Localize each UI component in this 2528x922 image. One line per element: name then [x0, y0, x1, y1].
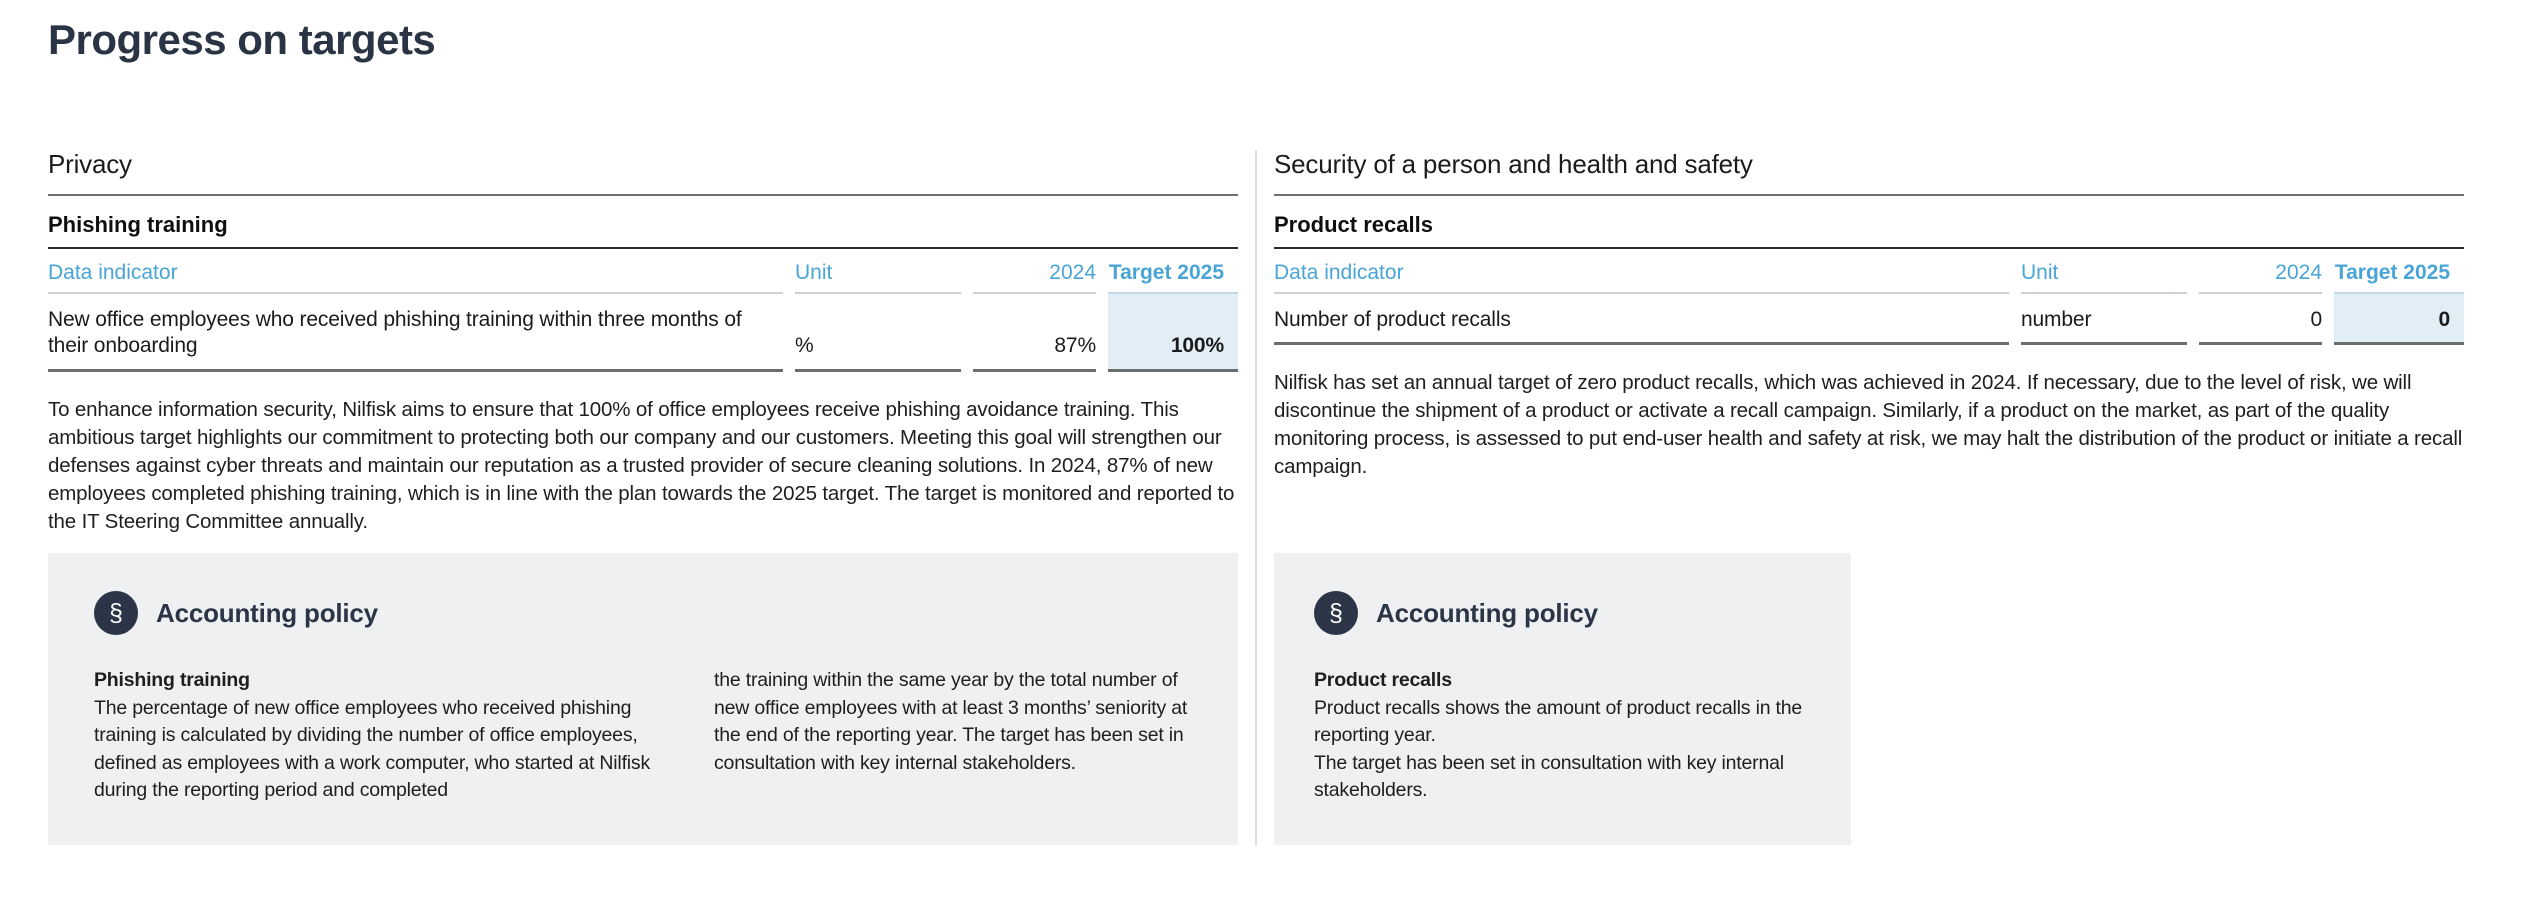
- accounting-policy-title: Accounting policy: [1376, 597, 1598, 628]
- subsection-title: Phishing training: [48, 212, 1238, 249]
- header-target-2025: Target 2025: [1108, 249, 1238, 294]
- section-title: Privacy: [48, 145, 1238, 196]
- accounting-policy-columns: [94, 667, 1192, 805]
- table-header-row: [48, 249, 1238, 294]
- table-row: [1274, 294, 2464, 345]
- subsection-title: Product recalls: [1274, 212, 2464, 249]
- section-paragraph: Nilfisk has set an annual target of zero product recalls, which was achieved in 2024. If necessary, due to the level of risk, we will discontinue the shipment of a product or activate a recall campaign. Similarly, if a product on the market, as part of the quality monitoring process, is assessed to put end-user health and safety at risk, we may halt the distribution of the product or initiate a recall campaign.: [1274, 371, 2463, 479]
- column-divider: [1255, 150, 1257, 845]
- header-unit: Unit: [2021, 249, 2187, 294]
- policy-column-2: [714, 667, 1192, 805]
- policy-column-1: [94, 667, 669, 805]
- table-header-row: [1274, 249, 2464, 294]
- policy-text-col1: The percentage of new office employees who received phishing training is calculated by dividing the number of office employees, defined as employees with a work computer, who started at Nilfisk during the reporting period and completed: [94, 696, 651, 801]
- cell-target-2025-value: 0: [2334, 294, 2464, 345]
- accounting-policy-title: Accounting policy: [156, 597, 378, 628]
- kpi-table: [48, 249, 1238, 372]
- policy-column-1: [1314, 667, 1825, 805]
- section-health-safety: [1274, 145, 2464, 845]
- header-data-indicator: Data indicator: [1274, 249, 2009, 294]
- cell-indicator: New office employees who received phishing training within three months of their onboarding: [48, 294, 783, 372]
- cell-unit: %: [795, 294, 961, 372]
- policy-text-line-2: The target has been set in consultation with key internal stakeholders.: [1314, 751, 1784, 801]
- section-sign-icon: §: [1314, 591, 1358, 635]
- section-paragraph: To enhance information security, Nilfisk aims to ensure that 100% of office employees receive phishing avoidance training. This ambitious target highlights our commitment to protecting both our company and our customers. Meeting this goal will strengthen our defenses against cyber threats and maintain our reputation as a trusted provider of secure cleaning solutions. In 2024, 87% of new employees completed phishing training, which is in line with the plan towards the 2025 target. The target is monitored and reported to the IT Steering Committee annually.: [48, 397, 1235, 533]
- policy-topic: Phishing training: [94, 669, 250, 691]
- accounting-policy-header: [1314, 591, 1825, 635]
- cell-2024-value: 87%: [973, 294, 1096, 372]
- cell-2024-value: 0: [2199, 294, 2322, 345]
- policy-topic: Product recalls: [1314, 669, 1452, 691]
- policy-text-line-1: Product recalls shows the amount of product recalls in the reporting year.: [1314, 696, 1803, 746]
- accounting-policy-header: [94, 591, 1192, 635]
- policy-text-col2: the training within the same year by the total number of new office employees with at least 3 months’ seniority at the end of the reporting year. The target has been set in consultation with key internal stakeholders.: [714, 669, 1188, 774]
- accounting-policy-box: [1274, 553, 1851, 845]
- cell-unit: number: [2021, 294, 2187, 345]
- header-target-2025: Target 2025: [2334, 249, 2464, 294]
- section-sign-icon: §: [94, 591, 138, 635]
- kpi-table: [1274, 249, 2464, 345]
- header-unit: Unit: [795, 249, 961, 294]
- page-title: Progress on targets: [48, 16, 436, 63]
- cell-target-2025-value: 100%: [1108, 294, 1238, 372]
- header-2024: 2024: [973, 249, 1096, 294]
- section-title: Security of a person and health and safety: [1274, 145, 2464, 196]
- header-2024: 2024: [2199, 249, 2322, 294]
- accounting-policy-box: [48, 553, 1238, 845]
- section-privacy: [48, 145, 1238, 845]
- table-row: [48, 294, 1238, 372]
- cell-indicator: Number of product recalls: [1274, 294, 2009, 345]
- header-data-indicator: Data indicator: [48, 249, 783, 294]
